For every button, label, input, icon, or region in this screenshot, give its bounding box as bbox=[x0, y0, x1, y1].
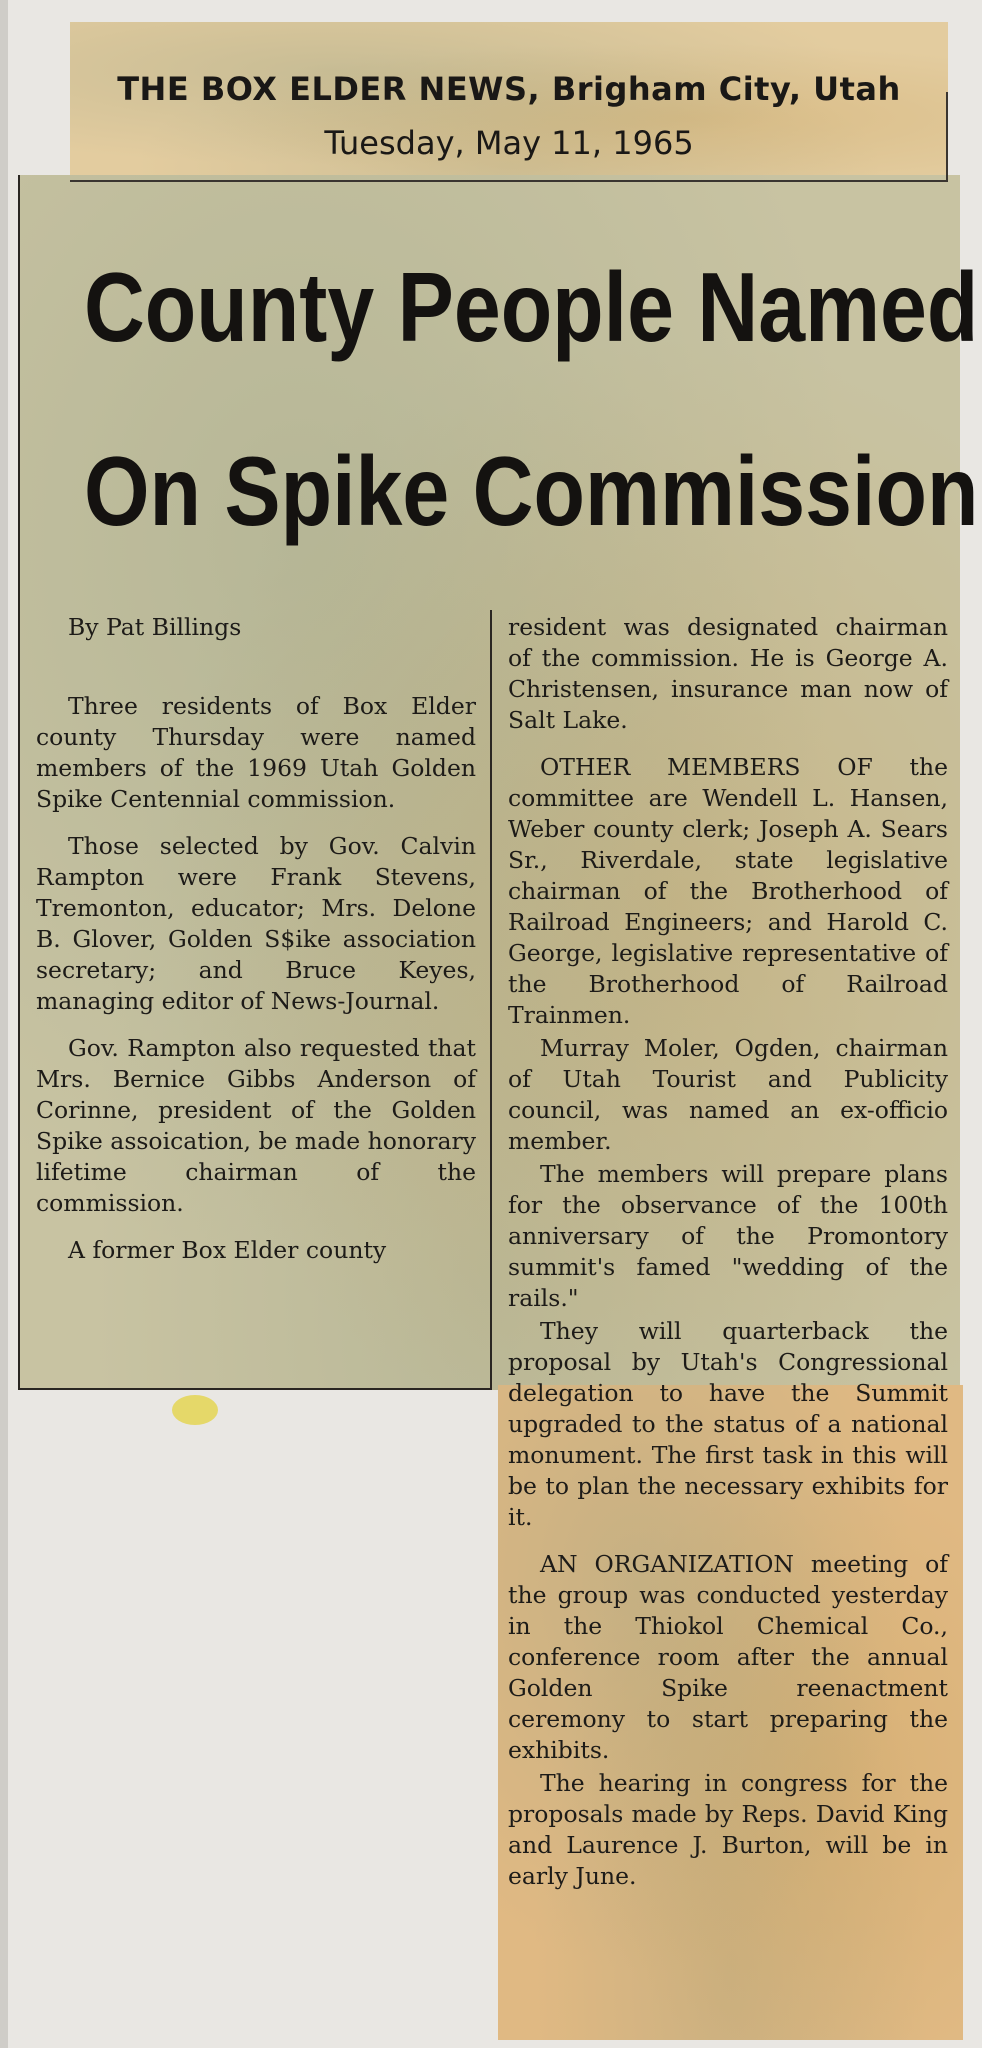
paragraph: Three residents of Box Elder county Thursday were named members of the 1969 Utah Golden Spike Centennial commission. bbox=[36, 692, 476, 813]
column-divider bbox=[490, 610, 492, 1390]
paragraph: The members will prepare plans for the observance of the 100th anniversary of the Promontory summit's famed "wedding of the rails." bbox=[508, 1160, 948, 1312]
paragraph: The hearing in congress for the proposals made by Reps. David King and Laurence J. Burton, will be in early June. bbox=[508, 1769, 948, 1890]
masthead-side-rule bbox=[946, 92, 948, 182]
masthead-rule bbox=[70, 180, 948, 182]
headline-line-1: County People Named bbox=[83, 252, 979, 362]
paragraph: Gov. Rampton also requested that Mrs. Bernice Gibbs Anderson of Corinne, president of the Golden Spike assoication, be made honorary lifetime chairman of the commission. bbox=[36, 1034, 476, 1217]
article-box-left-rule bbox=[18, 175, 20, 1390]
paragraph: OTHER MEMBERS OF the committee are Wendell L. Hansen, Weber county clerk; Joseph A. Sears Sr., Riverdale, state legislative chairman of the Brotherhood of Railroad Engineers; and Harold C. George, legislative representative of the Brotherhood of Railroad Trainmen. bbox=[508, 753, 948, 1029]
paragraph: Murray Moler, Ogden, chairman of Utah Tourist and Publicity council, was named an ex-officio member. bbox=[508, 1034, 948, 1155]
glue-stain bbox=[172, 1395, 218, 1425]
article-column-left bbox=[36, 612, 476, 1282]
publication-date: Tuesday, May 11, 1965 bbox=[324, 124, 694, 162]
article-box-bottom-rule bbox=[18, 1388, 492, 1390]
paragraph: They will quarterback the proposal by Utah's Congressional delegation to have the Summit upgraded to the status of a national monument. The first task in this will be to plan the necessary exhibits for it. bbox=[508, 1317, 948, 1531]
paragraph: AN ORGANIZATION meeting of the group was conducted yesterday in the Thiokol Chemical Co., conference room after the annual Golden Spike reenactment ceremony to start preparing the exhibits. bbox=[508, 1550, 948, 1764]
paragraph: resident was designated chairman of the commission. He is George A. Christensen, insurance man now of Salt Lake. bbox=[508, 613, 948, 734]
paragraph: A former Box Elder county bbox=[68, 1236, 387, 1264]
headline-line-2: On Spike Commission bbox=[83, 436, 979, 546]
newspaper-masthead: THE BOX ELDER NEWS, Brigham City, Utah bbox=[117, 70, 901, 108]
page-edge-shadow bbox=[0, 0, 8, 2048]
article-column-right bbox=[508, 612, 948, 1908]
paragraph: Those selected by Gov. Calvin Rampton were Frank Stevens, Tremonton, educator; Mrs. Delone B. Glover, Golden S$ike association secretary; and Bruce Keyes, managing editor of News-Journal. bbox=[36, 832, 476, 1015]
byline: By Pat Billings bbox=[68, 613, 242, 641]
